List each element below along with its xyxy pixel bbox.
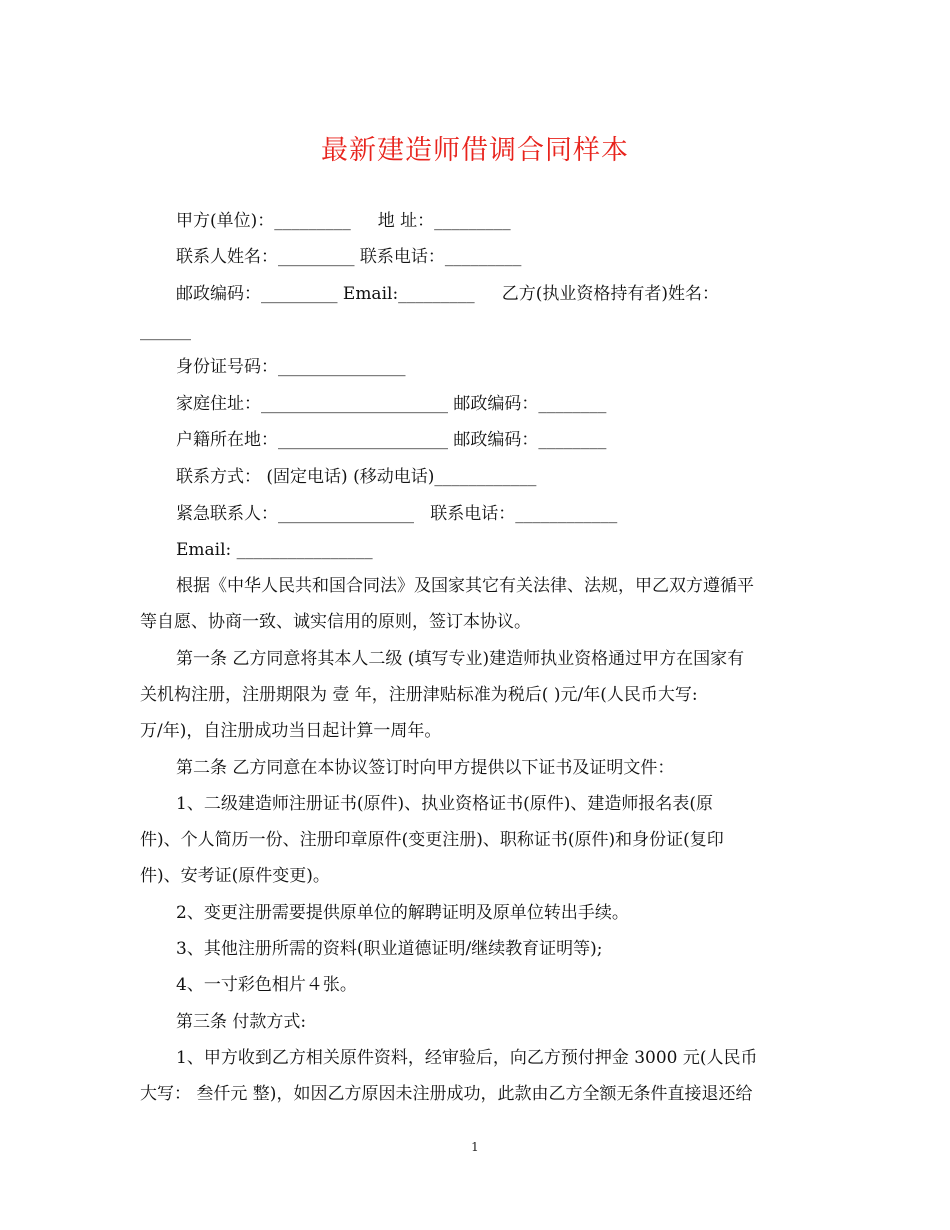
article-1-line-3: 万/年)，自注册成功当日起计算一周年。	[140, 721, 442, 741]
party-b-name-blank: ______	[140, 321, 191, 341]
article-2-item-1-line-1: 1、二级建造师注册证书(原件)、执业资格证书(原件)、建造师报名表(原	[176, 794, 713, 814]
article-2-item-4: 4、一寸彩色相片４张。	[176, 975, 357, 995]
document-title: 最新建造师借调合同样本	[321, 135, 629, 166]
article-2-item-3: 3、其他注册所需的资料(职业道德证明/继续教育证明等);	[176, 939, 603, 959]
article-2-heading: 第二条 乙方同意在本协议签订时向甲方提供以下证书及证明文件：	[176, 758, 675, 778]
contact-method-line: 联系方式： (固定电话) (移动电话)____________	[176, 467, 537, 487]
article-2-item-1-line-2: 件)、个人简历一份、注册印章原件(变更注册)、职称证书(原件)和身份证(复印	[140, 830, 724, 850]
article-2-item-2: 2、变更注册需要提供原单位的解聘证明及原单位转出手续。	[176, 903, 629, 923]
emergency-contact-line: 紧急联系人：________________ 联系电话：____________	[176, 504, 618, 524]
email-line: Email: ________________	[176, 540, 373, 560]
article-1-line-2: 关机构注册，注册期限为 壹 年，注册津贴标准为税后( )元/年(人民币大写:	[140, 685, 698, 705]
id-number-line: 身份证号码：_______________	[176, 357, 406, 377]
article-3-item-1-line-2: 大写： 叁仟元 整)，如因乙方原因未注册成功，此款由乙方全额无条件直接退还给	[140, 1084, 753, 1104]
party-a-contact-line: 联系人姓名：_________ 联系电话：_________	[176, 247, 522, 267]
household-registration-line: 户籍所在地：____________________ 邮政编码：________	[176, 430, 607, 450]
article-2-item-1-line-3: 件)、安考证(原件变更)。	[140, 866, 330, 886]
article-3-item-1-line-1: 1、甲方收到乙方相关原件资料，经审验后，向乙方预付押金 3000 元(人民币	[176, 1048, 758, 1068]
article-3-heading: 第三条 付款方式:	[176, 1012, 307, 1032]
preamble-paragraph-line-2: 等自愿、协商一致、诚实信用的原则，签订本协议。	[140, 612, 531, 632]
party-a-postcode-line: 邮政编码：_________ Email:_________ 乙方(执业资格持有者)姓名：	[176, 284, 719, 304]
page-number: 1	[471, 1140, 479, 1154]
party-a-unit-line: 甲方(单位)：_________ 地 址：_________	[176, 211, 511, 231]
home-address-line: 家庭住址：______________________ 邮政编码：________	[176, 394, 607, 414]
preamble-paragraph-line-1: 根据《中华人民共和国合同法》及国家其它有关法律、法规，甲乙双方遵循平	[176, 576, 754, 596]
article-1-line-1: 第一条 乙方同意将其本人二级 (填写专业)建造师执业资格通过甲方在国家有	[176, 649, 745, 669]
